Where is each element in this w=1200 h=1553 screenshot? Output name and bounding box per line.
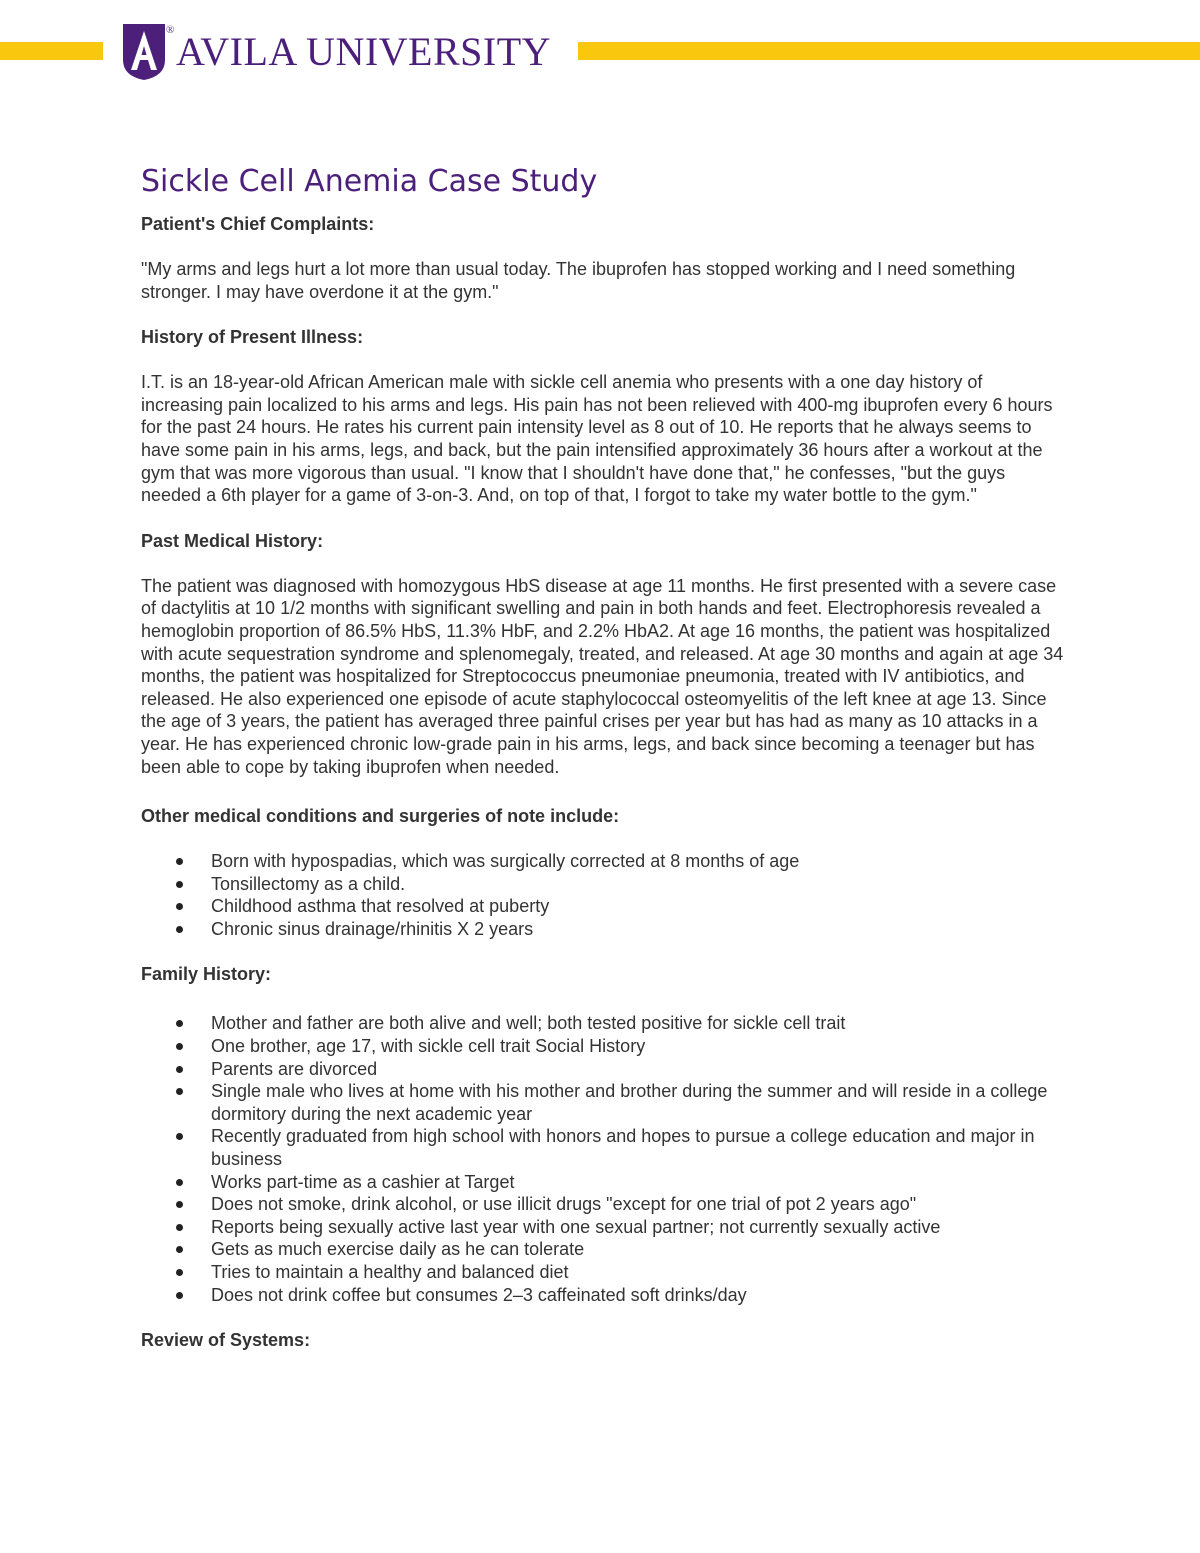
list-item-text: Mother and father are both alive and well; both tested positive for sickle cell trait [211, 1013, 846, 1034]
list-item [141, 1261, 1066, 1284]
bullet-icon [176, 1020, 183, 1027]
list-item [141, 895, 1066, 918]
list-item-text: Gets as much exercise daily as he can tolerate [211, 1239, 585, 1260]
bullet-icon [176, 926, 183, 933]
list-item [141, 1012, 1066, 1035]
bullet-icon [176, 1269, 183, 1276]
past-medical-text: The patient was diagnosed with homozygous HbS disease at age 11 months. He first presented with a severe case of dactylitis at 10 1/2 months with significant swelling and pain in both hands and feet. Electrophoresis revealed a hemoglobin proportion of 86.5% HbS, 11.3% HbF, and 2.2% HbA2. At age 16 months, the patient was hospitalized with acute sequestration syndrome and splenomegaly, treated, and released. At age 30 months and again at age 34 months, the patient was hospitalized for Streptococcus pneumoniae pneumonia, treated with IV antibiotics, and released. He also experienced one episode of acute staphylococcal osteomyelitis of the left knee at age 13. Since the age of 3 years, the patient has averaged three painful crises per year but has had as many as 10 attacks in a year. He has experienced chronic low-grade pain in his arms, legs, and back since becoming a teenager but has been able to cope by taking ibuprofen when needed. [141, 575, 1064, 777]
list-item [141, 1125, 1066, 1170]
registered-mark: ® [166, 24, 175, 36]
family-history-list [141, 1012, 1066, 1306]
list-item-text: Does not drink coffee but consumes 2–3 caffeinated soft drinks/day [211, 1284, 747, 1305]
past-medical-heading: Past Medical History: [141, 530, 324, 551]
bullet-icon [176, 1201, 183, 1208]
university-logo-text: AVILA UNIVERSITY [176, 29, 552, 74]
list-item [141, 1058, 1066, 1081]
list-item-text: Chronic sinus drainage/rhinitis X 2 years [211, 918, 534, 939]
list-item-text: Childhood asthma that resolved at puberty [211, 896, 550, 917]
list-item-text: Reports being sexually active last year with one sexual partner; not currently sexually active [211, 1216, 941, 1237]
chief-complaints-heading: Patient's Chief Complaints: [141, 214, 375, 234]
family-history-heading: Family History: [141, 964, 272, 985]
bullet-icon [176, 858, 183, 865]
bullet-icon [176, 903, 183, 910]
list-item-text: Single male who lives at home with his mother and brother during the summer and will reside in a college dormitory during the next academic year [211, 1081, 1048, 1124]
list-item [141, 1035, 1066, 1058]
list-item [141, 1171, 1066, 1194]
list-item-text: Born with hypospadias, which was surgically corrected at 8 months of age [211, 851, 800, 872]
list-item-text: Tries to maintain a healthy and balanced diet [211, 1262, 569, 1282]
bullet-icon [176, 1179, 183, 1186]
list-item [141, 1193, 1066, 1216]
list-item-text: Parents are divorced [211, 1058, 378, 1079]
bullet-icon [176, 1043, 183, 1050]
list-item-text: Tonsillectomy as a child. [211, 873, 406, 894]
bullet-icon [176, 881, 183, 888]
bullet-icon [176, 1133, 183, 1140]
bullet-icon [176, 1224, 183, 1231]
header-gold-bar-left [0, 42, 103, 60]
page-title: Sickle Cell Anemia Case Study [141, 164, 598, 199]
header-gold-bar-right [578, 42, 1200, 60]
list-item [141, 1284, 1066, 1307]
document-body [141, 160, 1066, 1351]
bullet-icon [176, 1066, 183, 1073]
bullet-icon [176, 1292, 183, 1299]
list-item-text: One brother, age 17, with sickle cell trait Social History [211, 1036, 646, 1057]
list-item [141, 1216, 1066, 1239]
bullet-icon [176, 1088, 183, 1095]
other-conditions-list [141, 850, 1066, 940]
list-item-text: Works part-time as a cashier at Target [211, 1171, 515, 1192]
list-item [141, 1238, 1066, 1261]
present-illness-heading: History of Present Illness: [141, 327, 364, 348]
chief-complaints-text: "My arms and legs hurt a lot more than usual today. The ibuprofen has stopped working and I need something stronger. I may have overdone it at the gym." [141, 259, 1016, 302]
list-item-text: Does not smoke, drink alcohol, or use illicit drugs "except for one trial of pot 2 years ago" [211, 1194, 917, 1215]
avila-a-monogram-icon [121, 24, 167, 80]
other-conditions-heading: Other medical conditions and surgeries of note include: [141, 806, 620, 827]
list-item [141, 873, 1066, 896]
present-illness-text: I.T. is an 18-year-old African American male with sickle cell anemia who presents with a one day history of increasing pain localized to his arms and legs. His pain has not been relieved with 400-mg ibuprofen every 6 hours for the past 24 hours. He rates his current pain intensity level as 8 out of 10. He reports that he always seems to have some pain in his arms, legs, and back, but the pain intensified approximately 36 hours after a workout at the gym that was more vigorous than usual. "I know that I shouldn't have done that," he confesses, "but the guys needed a 6th player for a game of 3-on-3. And, on top of that, I forgot to take my water bottle to the gym." [141, 372, 1053, 506]
list-item-text: Recently graduated from high school with honors and hopes to pursue a college education and major in business [211, 1126, 1035, 1170]
list-item [141, 850, 1066, 873]
list-item [141, 1080, 1066, 1125]
university-header [0, 22, 1200, 82]
review-of-systems-heading: Review of Systems: [141, 1330, 311, 1351]
bullet-icon [176, 1246, 183, 1253]
list-item [141, 918, 1066, 941]
